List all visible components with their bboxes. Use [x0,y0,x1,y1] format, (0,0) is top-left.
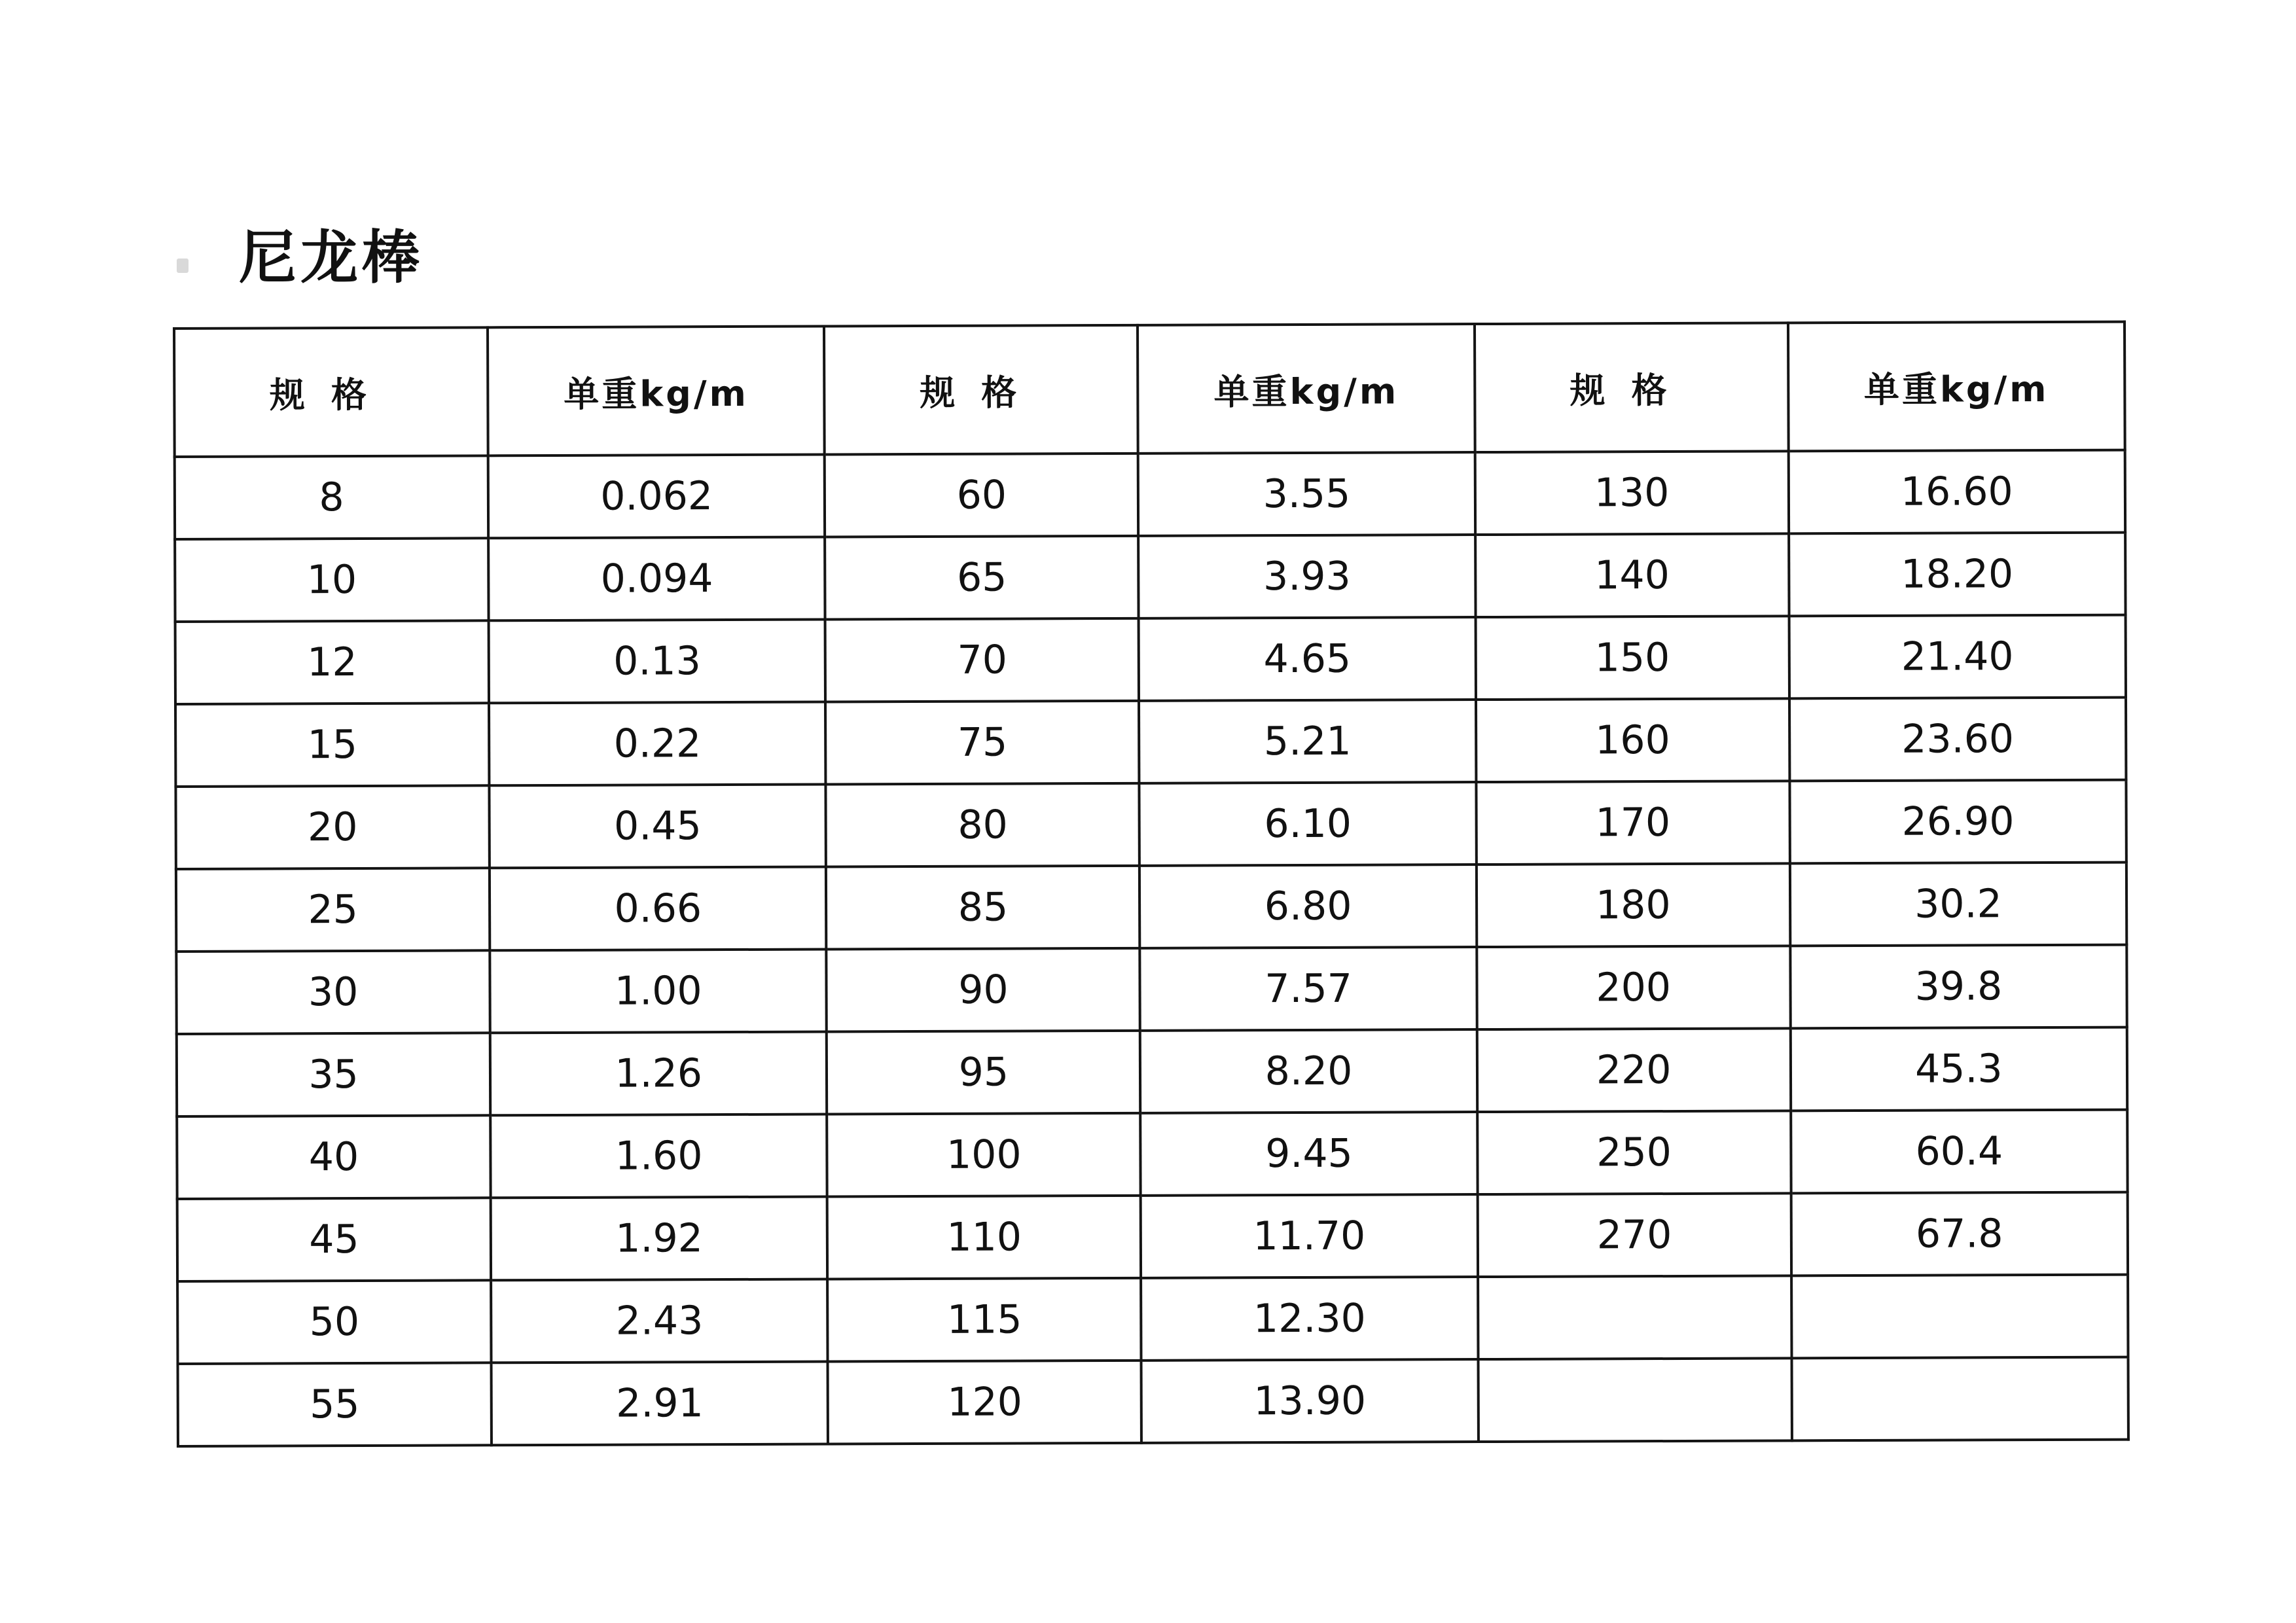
header-cell: 单重kg/m [1138,324,1475,454]
weight-cell: 23.60 [1789,698,2126,781]
header-cell: 单重kg/m [1788,322,2125,452]
header-cell: 单重kg/m [488,327,825,456]
header-row [174,322,2125,457]
weight-cell: 1.92 [491,1197,828,1281]
table-row [178,1357,2128,1446]
spec-cell: 50 [177,1280,492,1364]
table-row [176,945,2126,1034]
spec-cell: 115 [827,1278,1141,1362]
spec-cell: 140 [1475,533,1789,617]
spec-cell: 90 [827,948,1141,1032]
weight-cell: 21.40 [1789,615,2126,699]
spec-cell: 55 [178,1363,492,1446]
weight-cell: 12.30 [1141,1277,1479,1361]
weight-cell: 0.45 [490,785,827,868]
weight-cell: 11.70 [1141,1194,1478,1278]
weight-cell: 13.90 [1141,1359,1479,1443]
table-row [175,615,2126,704]
table-body [175,450,2128,1446]
table-row [175,780,2126,869]
table-row [176,863,2126,952]
weight-cell: 2.43 [491,1279,828,1363]
header-cell: 规格 [824,325,1138,455]
spec-cell: 220 [1477,1028,1791,1112]
spec-cell: 65 [825,536,1139,620]
table-row [177,1192,2128,1281]
weight-cell: 3.55 [1138,452,1475,536]
spec-table [173,321,2130,1448]
weight-cell: 0.062 [488,455,825,539]
spec-cell: 60 [825,454,1139,537]
spec-cell: 35 [177,1033,491,1116]
header-cell: 规格 [174,327,488,457]
spec-cell: 85 [826,866,1140,950]
spec-cell: 40 [177,1115,491,1199]
weight-cell: 1.00 [490,950,827,1033]
spec-cell [1478,1275,1792,1359]
weight-cell: 0.66 [490,867,827,951]
scan-speck [177,259,188,273]
spec-cell: 100 [827,1113,1141,1197]
spec-cell [1478,1358,1792,1442]
spec-cell: 45 [177,1198,492,1281]
weight-cell [1791,1275,2128,1359]
weight-cell: 4.65 [1139,617,1476,701]
weight-cell: 8.20 [1140,1029,1477,1113]
weight-cell: 39.8 [1790,945,2127,1029]
table-row [175,533,2125,622]
spec-cell: 110 [827,1196,1141,1279]
spec-cell: 270 [1477,1193,1791,1277]
spec-cell: 170 [1476,781,1790,865]
weight-cell: 16.60 [1788,450,2125,534]
weight-cell: 30.2 [1790,863,2127,946]
spec-cell: 70 [825,618,1139,702]
weight-cell: 26.90 [1789,780,2126,864]
weight-cell: 1.26 [490,1032,827,1116]
weight-cell: 0.094 [488,537,825,621]
spec-cell: 10 [175,538,489,622]
table-row [177,1110,2127,1199]
table-row [177,1027,2127,1116]
weight-cell: 60.4 [1791,1110,2128,1194]
spec-cell: 12 [175,620,490,704]
weight-cell: 2.91 [492,1362,829,1446]
table-row [175,698,2126,787]
spec-cell: 250 [1477,1111,1791,1194]
weight-cell: 18.20 [1789,533,2126,616]
spec-cell: 120 [828,1361,1142,1444]
weight-cell [1791,1357,2128,1441]
weight-cell: 7.57 [1140,947,1477,1031]
weight-cell: 1.60 [490,1115,827,1198]
weight-cell: 3.93 [1139,535,1476,618]
spec-cell: 75 [825,701,1139,785]
spec-cell: 15 [175,703,490,787]
weight-cell: 45.3 [1791,1027,2128,1111]
page-title: 尼龙棒 [239,224,424,291]
spec-cell: 130 [1475,451,1789,535]
spec-cell: 150 [1475,616,1789,700]
spec-cell: 20 [175,785,490,869]
spec-cell: 95 [827,1031,1141,1115]
weight-cell: 5.21 [1139,700,1476,783]
spec-cell: 160 [1476,698,1790,782]
header-cell: 规格 [1475,323,1789,452]
weight-cell: 0.13 [489,620,826,704]
spec-cell: 80 [826,783,1140,867]
weight-cell: 6.10 [1139,782,1477,866]
spec-cell: 8 [175,455,489,539]
spec-cell: 30 [176,950,490,1034]
weight-cell: 9.45 [1141,1112,1478,1196]
table-row [177,1275,2128,1364]
weight-cell: 67.8 [1791,1192,2128,1276]
spec-cell: 25 [176,868,490,952]
table-row [175,450,2125,539]
spec-cell: 180 [1477,863,1791,947]
weight-cell: 6.80 [1139,865,1477,948]
spec-cell: 200 [1477,946,1791,1029]
weight-cell: 0.22 [489,702,826,786]
